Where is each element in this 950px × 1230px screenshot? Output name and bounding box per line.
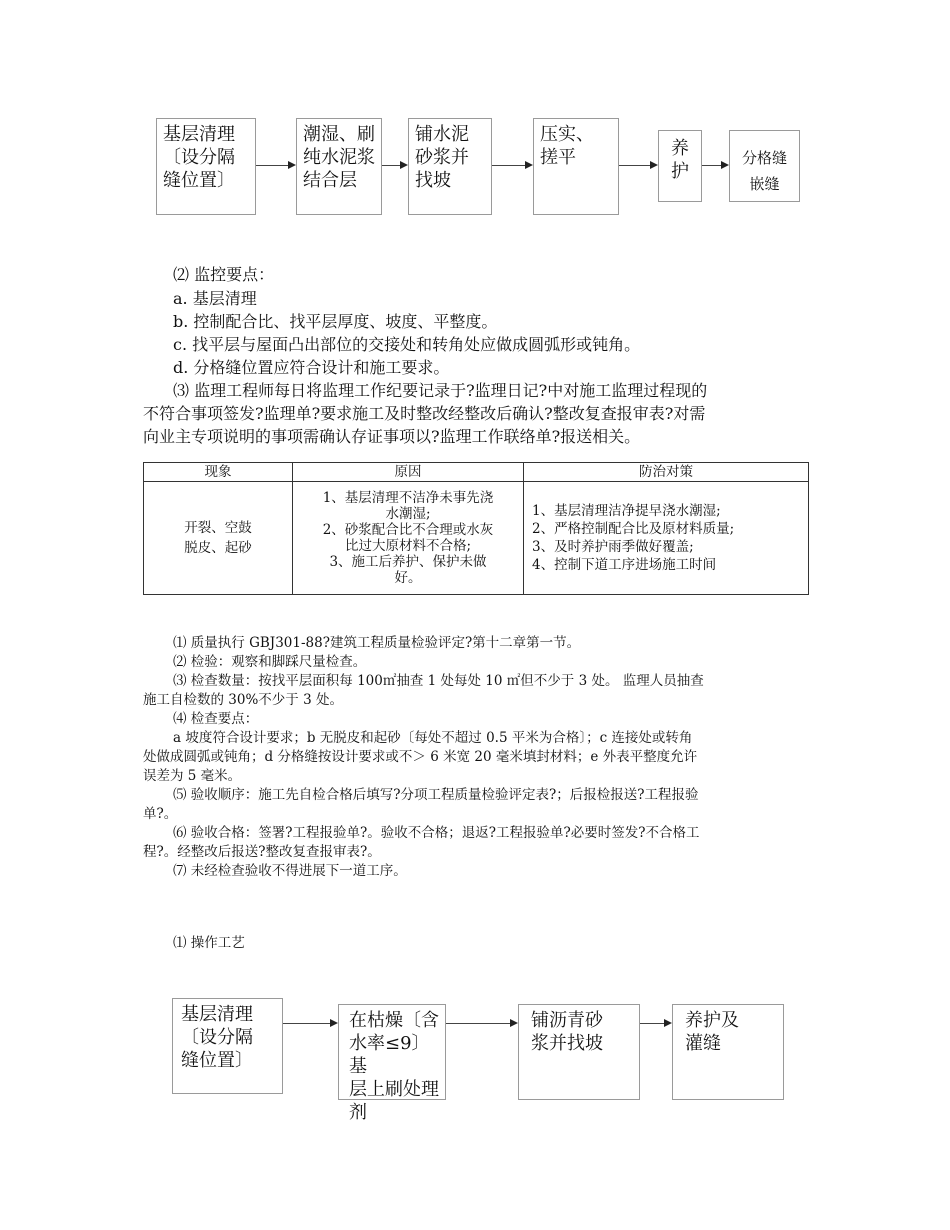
defects-table xyxy=(143,462,809,595)
inspection-line-11: ⑹ 验收合格：签署?工程报验单?。验收不合格；退返?工程报验单?必要时签发?不合格工 xyxy=(173,825,700,841)
flow1-step-4: 压实、 搓平 xyxy=(533,118,619,215)
inspection-line-6: a 坡度符合设计要求；b 无脱皮和起砂〔每处不超过 0.5 平米为合格〕；c 连接处或转角 xyxy=(173,730,693,746)
flow2-step-4: 养护及 灌缝 xyxy=(672,1004,784,1100)
operation-heading: ⑴ 操作工艺 xyxy=(173,935,245,951)
inspection-line-3: ⑶ 检查数量：按找平层面积每 100㎡抽查 1 处每处 10 ㎡但不少于 3 处。 监理人员抽查 xyxy=(173,673,704,689)
flow2-step-3: 铺沥青砂 浆并找坡 xyxy=(518,1004,640,1100)
flow2-step-2: 在枯燥〔含 水率≤9〕基 层上刷处理 剂 xyxy=(338,1004,446,1100)
monitor-item-d: d. 分格缝位置应符合设计和施工要求。 xyxy=(173,358,450,377)
inspection-line-4: 施工自检数的 30%不少于 3 处。 xyxy=(143,692,343,708)
table-cell-cause: 1、基层清理不洁净未事先浇 水潮湿; 2、砂浆配合比不合理或水灰 比过大原材料不合格; 3、施工后养护、保护未做 好。 xyxy=(293,482,524,595)
monitor-item-b: b. 控制配合比、找平层厚度、坡度、平整度。 xyxy=(173,312,498,331)
flow1-step-5: 养 护 xyxy=(658,130,702,202)
monitor-item-c: c. 找平层与屋面凸出部位的交接处和转角处应做成圆弧形或钝角。 xyxy=(173,335,641,354)
flow1-arrow-5 xyxy=(702,165,727,166)
monitor-para3-line3: 向业主专项说明的事项需确认存证事项以?监理工作联络单?报送相关。 xyxy=(143,427,641,446)
flow2-arrow-2 xyxy=(446,1023,516,1024)
flow1-step-2: 潮湿、刷 纯水泥浆 结合层 xyxy=(296,118,382,215)
inspection-line-13: ⑺ 未经检查验收不得进展下一道工序。 xyxy=(173,863,407,879)
inspection-line-12: 程?。经整改后报送?整改复查报审表?。 xyxy=(143,844,381,860)
inspection-line-9: ⑸ 验收顺序：施工先自检合格后填写?分项工程质量检验评定表?；后报检报送?工程报验 xyxy=(173,787,699,803)
inspection-line-7: 处做成圆弧或钝角；d 分格缝按设计要求或不＞ 6 米宽 20 毫米填封材料；e 外表平整度允许 xyxy=(143,749,698,765)
flow1-arrow-2 xyxy=(382,165,406,166)
flow1-arrow-1 xyxy=(256,165,294,166)
monitor-para3-line1: ⑶ 监理工程师每日将监理工作纪要记录于?监理日记?中对施工监理过程现的 xyxy=(173,381,708,400)
flow2-arrow-3 xyxy=(640,1023,670,1024)
flow1-arrow-3 xyxy=(492,165,531,166)
flow1-step-6: 分格缝 嵌缝 xyxy=(729,130,800,202)
table-header-measures: 防治对策 xyxy=(524,463,809,482)
flow1-step-1: 基层清理 〔设分隔 缝位置〕 xyxy=(156,118,256,215)
monitor-item-a: a. 基层清理 xyxy=(173,289,257,308)
monitor-heading: ⑵ 监控要点： xyxy=(173,265,275,284)
table-row xyxy=(144,482,809,595)
inspection-line-5: ⑷ 检查要点： xyxy=(173,711,259,727)
flow1-step-3: 铺水泥 砂浆并 找坡 xyxy=(408,118,492,215)
flow2-step-1: 基层清理 〔设分隔 缝位置〕 xyxy=(172,998,283,1094)
table-header-phenomenon: 现象 xyxy=(144,463,293,482)
flow1-arrow-4 xyxy=(619,165,656,166)
inspection-line-1: ⑴ 质量执行 GBJ301-88?建筑工程质量检验评定?第十二章第一节。 xyxy=(173,635,581,651)
table-header-cause: 原因 xyxy=(293,463,524,482)
flow2-arrow-1 xyxy=(283,1023,336,1024)
table-cell-measures: 1、基层清理洁净提早浇水潮湿; 2、严格控制配合比及原材料质量; 3、及时养护雨季做好覆盖; 4、控制下道工序进场施工时间 xyxy=(524,482,809,595)
monitor-para3-line2: 不符合事项签发?监理单?要求施工及时整改经整改后确认?整改复查报审表?对需 xyxy=(143,404,706,423)
table-header-row xyxy=(144,463,809,482)
inspection-line-10: 单?。 xyxy=(143,806,178,822)
inspection-line-2: ⑵ 检验：观察和脚踩尺量检查。 xyxy=(173,654,367,670)
inspection-line-8: 误差为 5 毫米。 xyxy=(143,768,242,784)
table-cell-phenomenon: 开裂、空鼓 脱皮、起砂 xyxy=(144,482,293,595)
